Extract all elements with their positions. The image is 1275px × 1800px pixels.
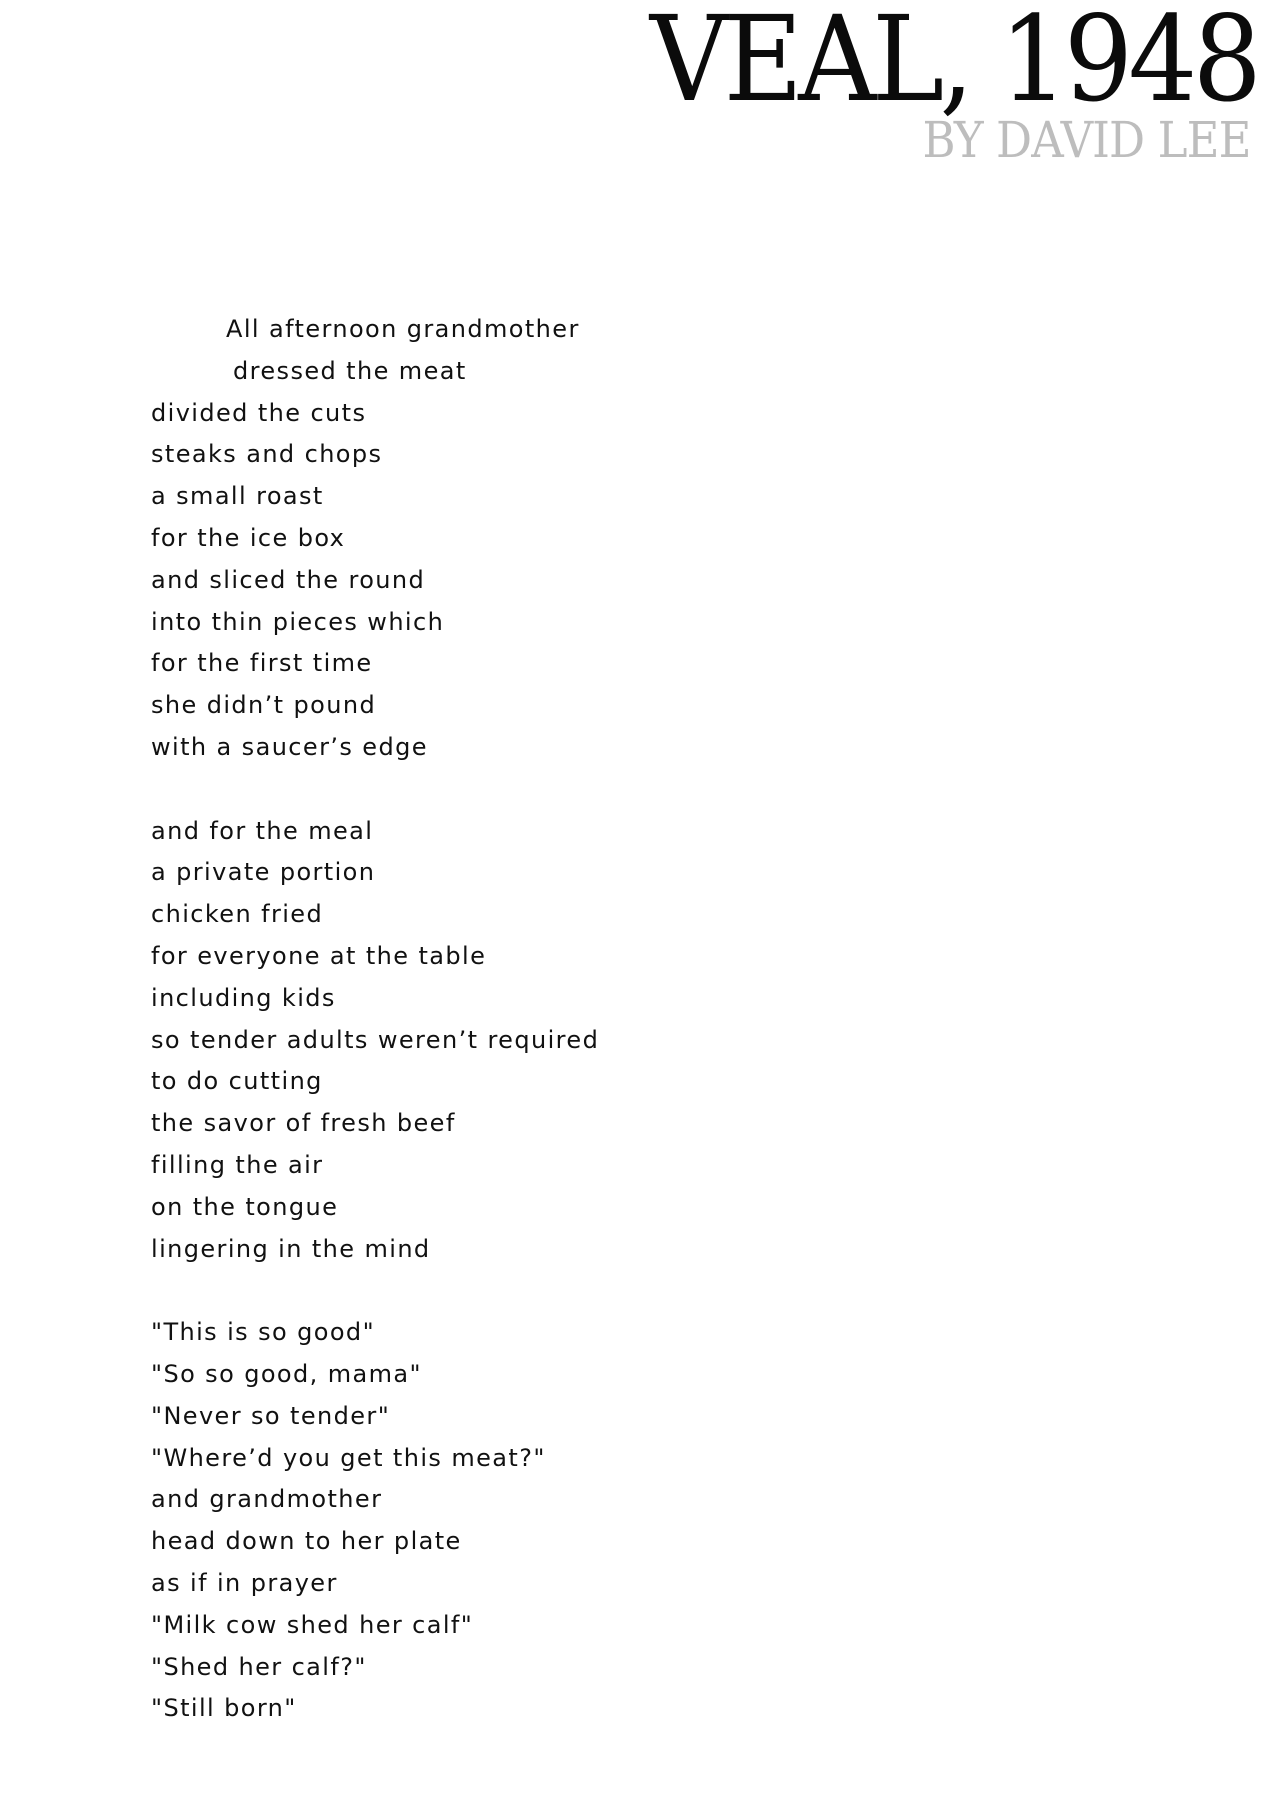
poem-line: "Shed her calf?" <box>151 1652 367 1681</box>
stanza-3 <box>151 1312 951 1730</box>
poem-line: on the tongue <box>151 1192 339 1221</box>
stanza-1 <box>151 309 951 769</box>
poem-line: and grandmother <box>151 1485 383 1514</box>
poem-line: "So so good, mama" <box>151 1359 422 1388</box>
poem-line: and for the meal <box>151 816 374 845</box>
poem-line: as if in prayer <box>151 1568 338 1597</box>
poem-line: for the first time <box>151 649 373 678</box>
poem-line: lingering in the mind <box>151 1234 431 1263</box>
poem-line: including kids <box>151 983 336 1012</box>
poem-line: "Never so tender" <box>151 1401 391 1430</box>
poem-line: into thin pieces which <box>151 607 445 636</box>
poem-line: for the ice box <box>151 523 346 552</box>
poem-line: "This is so good" <box>151 1318 376 1347</box>
poem-line: divided the cuts <box>151 398 367 427</box>
poem-line: "Milk cow shed her calf" <box>151 1610 474 1639</box>
poem-line: so tender adults weren’t required <box>151 1025 600 1054</box>
poem-line: she didn’t pound <box>151 691 377 720</box>
poem-line: "Still born" <box>151 1694 297 1723</box>
poem-line: steaks and chops <box>151 440 383 469</box>
poem-line: for everyone at the table <box>151 941 487 970</box>
poem-line: head down to her plate <box>151 1527 462 1556</box>
poem-line: to do cutting <box>151 1067 323 1096</box>
poem-line: dressed the meat <box>233 356 467 385</box>
poem-body <box>151 309 951 1772</box>
poem-line: All afternoon grandmother <box>226 315 580 343</box>
poem-line: a small roast <box>151 482 324 511</box>
poem-line: and sliced the round <box>151 565 426 594</box>
poem-line: filling the air <box>151 1150 324 1179</box>
poem-line: "Where’d you get this meat?" <box>151 1443 546 1472</box>
poem-line: the savor of fresh beef <box>151 1109 456 1138</box>
poem-line: chicken fried <box>151 900 324 929</box>
poem-title: VEAL, 1948 <box>649 0 1257 128</box>
poem-line: with a saucer’s edge <box>151 732 428 761</box>
poem-line: a private portion <box>151 858 376 887</box>
stanza-2 <box>151 811 951 1271</box>
poem-byline: BY DAVID LEE <box>922 111 1251 169</box>
